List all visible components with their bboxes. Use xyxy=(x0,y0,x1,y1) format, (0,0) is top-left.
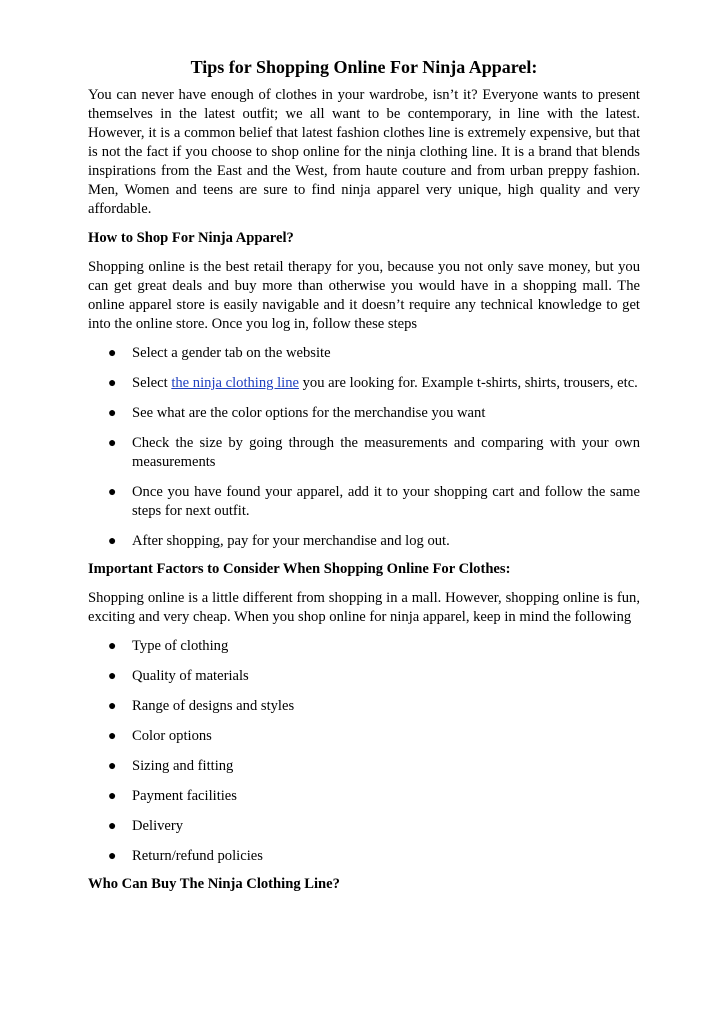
ninja-clothing-line-link[interactable]: the ninja clothing line xyxy=(171,375,299,391)
list-item xyxy=(88,757,640,776)
list-item xyxy=(88,817,640,836)
section-heading-who-can-buy: Who Can Buy The Ninja Clothing Line? xyxy=(88,876,340,892)
bullet-icon: ● xyxy=(108,789,117,804)
bullet-icon: ● xyxy=(108,639,117,654)
list-item xyxy=(88,667,640,686)
list-item-text: Color options xyxy=(132,728,212,744)
shopping-steps-list xyxy=(88,344,640,551)
list-item-text: Check the size by going through the measurements and comparing with your own measurements xyxy=(132,435,640,470)
list-item-text: Return/refund policies xyxy=(132,848,263,864)
page-title: Tips for Shopping Online For Ninja Apparel: xyxy=(190,57,538,77)
list-item-text: Range of designs and styles xyxy=(132,698,295,714)
list-item-text: After shopping, pay for your merchandise and log out. xyxy=(132,533,450,549)
document-page xyxy=(88,56,640,894)
bullet-icon: ● xyxy=(108,699,117,714)
list-item-text: Quality of materials xyxy=(132,668,249,684)
section-how-to-shop-paragraph: Shopping online is the best retail therapy for you, because you not only save money, but you can get great deals and buy more than otherwise you would have in a shopping mall. The online apparel store is easily navigable and it doesn’t require any technical knowledge to get into the online store. Once you log in, follow these steps xyxy=(88,259,640,332)
bullet-icon: ● xyxy=(108,669,117,684)
section-heading-how-to-shop: How to Shop For Ninja Apparel? xyxy=(88,230,294,246)
list-item-text-suffix: you are looking for. Example t-shirts, shirts, trousers, etc. xyxy=(298,375,638,391)
list-item xyxy=(88,434,640,472)
list-item xyxy=(88,483,640,521)
list-item xyxy=(88,374,640,393)
bullet-icon: ● xyxy=(108,759,117,774)
list-item xyxy=(88,344,640,363)
list-item-text: Delivery xyxy=(132,818,184,834)
list-item-text: Payment facilities xyxy=(132,788,237,804)
bullet-icon: ● xyxy=(108,436,117,451)
bullet-icon: ● xyxy=(108,729,117,744)
list-item-text: See what are the color options for the merchandise you want xyxy=(132,405,486,421)
list-item-text: Type of clothing xyxy=(132,638,229,654)
bullet-icon: ● xyxy=(108,406,117,421)
list-item-text: Once you have found your apparel, add it to your shopping cart and follow the same steps for next outfit. xyxy=(132,484,640,519)
list-item xyxy=(88,787,640,806)
section-important-factors-paragraph: Shopping online is a little different from shopping in a mall. However, shopping online is fun, exciting and very cheap. When you shop online for ninja apparel, keep in mind the following xyxy=(88,590,640,625)
bullet-icon: ● xyxy=(108,346,117,361)
bullet-icon: ● xyxy=(108,534,117,549)
bullet-icon: ● xyxy=(108,376,117,391)
list-item xyxy=(88,847,640,866)
list-item xyxy=(88,697,640,716)
list-item-text: Select a gender tab on the website xyxy=(132,345,331,361)
list-item xyxy=(88,727,640,746)
list-item-text-prefix: Select xyxy=(132,375,172,391)
bullet-icon: ● xyxy=(108,819,117,834)
bullet-icon: ● xyxy=(108,485,117,500)
intro-paragraph: You can never have enough of clothes in your wardrobe, isn’t it? Everyone wants to present themselves in the latest outfit; we all want to be contemporary, in line with the latest. However, it is a common belief that latest fashion clothes line is extremely expensive, but that is not the fact if you choose to shop online for the ninja clothing line. It is a brand that blends inspirations from the East and the West, from haute couture and from urban preppy fashion. Men, Women and teens are sure to find ninja apparel very unique, high quality and very affordable. xyxy=(88,87,640,217)
list-item xyxy=(88,404,640,423)
factors-list xyxy=(88,637,640,866)
bullet-icon: ● xyxy=(108,849,117,864)
list-item xyxy=(88,532,640,551)
list-item-text: Sizing and fitting xyxy=(132,758,234,774)
section-heading-important-factors: Important Factors to Consider When Shopping Online For Clothes: xyxy=(88,561,511,577)
list-item xyxy=(88,637,640,656)
